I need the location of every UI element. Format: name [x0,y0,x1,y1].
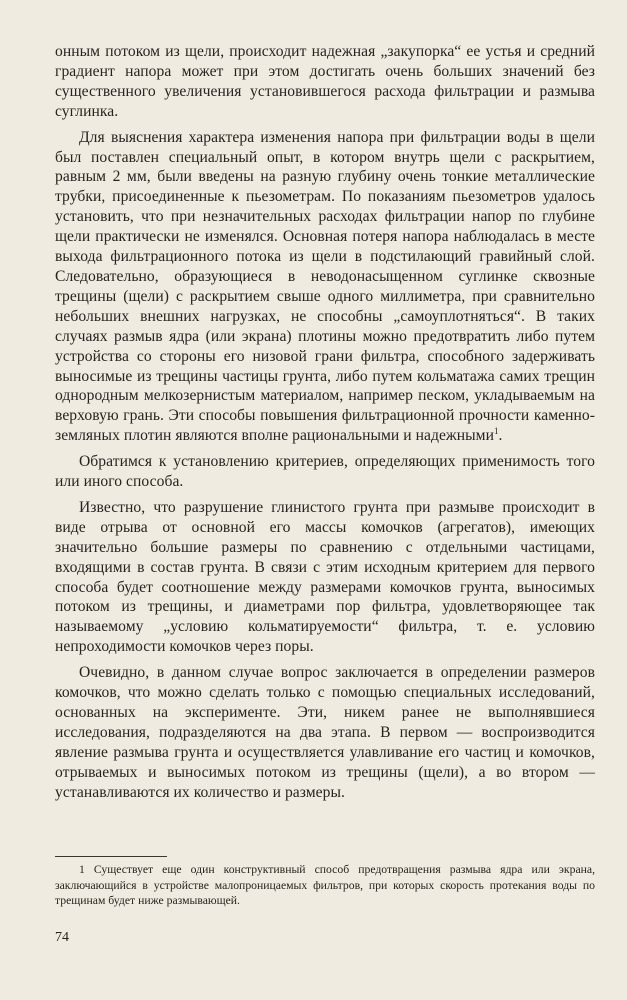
paragraph: онным потоком из щели, происходит надежная „закупорка“ ее устья и средний градиент напора может при этом достигать очень больших значений без существенного увеличения установившегося расхода фильтрации и размыва суглинка. [55,43,595,120]
page-number: 74 [55,930,69,945]
footnote-marker: 1 [79,863,85,876]
paragraph: Обратимся к установлению критериев, определяющих применимость того или иного способа. [55,453,595,491]
paragraph: Известно, что разрушение глинистого грунта при размыве происходит в виде отрыва от основной его массы комочков (агрегатов), имеющих значительно большие размеры по сравнению с отдельными частицами, входящими в состав грунта. В связи с этим исходным критерием для первого способа будет соотношение между размерами комочков грунта, выносимых потоком из трещины, и диаметрами пор фильтра, удовлетворяющее так называемому „условию кольматируемости“ фильтра, т. е. условию непроходимости комочков через поры. [55,498,595,656]
footnote-reference: 1 [493,426,499,437]
paragraph: Очевидно, в данном случае вопрос заключается в определении размеров комочков, что можно сделать только с помощью специальных исследований, основанных на эксперименте. Эти, никем ранее не выполнявшиеся исследования, подразделяются на два этапа. В первом — воспроизводится явление размыва грунта и осуществляется улавливание его частиц и комочков, отрываемых и выносимых потоком из трещины (щели), а во втором — устанавливаются их количество и размеры. [55,664,595,801]
footnote-divider [55,856,167,857]
paragraph: Для выяснения характера изменения напора при фильтрации воды в щели был поставлен специальный опыт, в котором внутрь щели с раскрытием, равным 2 мм, были введены на разную глубину очень тонкие металлические трубки, присоединенные к пьезометрам. По показаниям пьезометров удалось установить, что при незначительных расходах фильтрации напор по глубине щели практически не изменялся. Основная потеря напора наблюдалась в месте выхода фильтрационного потока из щели в подстилающий гравийный слой. Следовательно, образующиеся в неводонасыщенном суглинке сквозные трещины (щели) с раскрытием свыше одного миллиметра, при сравнительно небольших внешних нагрузках, не способны „самоуплотняться“. В таких случаях размыв ядра (или экрана) плотины можно предотвратить либо путем устройства со стороны его низовой грани фильтра, способного задерживать выносимые из трещины частицы грунта, либо путем кольматажа самих трещин однородным мелкозернистым материалом, например песком, укладываемым на верховую грань. Эти способы повышения фильтрационной прочности каменно-земляных плотин являются вполне рациональными и надежными$^1$. [55,128,595,445]
paragraph-text: Для выяснения характера изменения напора при фильтрации воды в щели был поставлен специальный опыт, в котором внутрь щели с раскрытием, равным 2 мм, были введены на разную глубину очень тонкие металлические трубки, присоединенные к пьезометрам. По показаниям пьезометров удалось установить, что при незначительных расходах фильтрации напор по глубине щели практически не изменялся. Основная потеря напора наблюдалась в месте выхода фильтрационного потока из щели в подстилающий гравийный слой. Следовательно, образующиеся в неводонасыщенном суглинке сквозные трещины (щели) с раскрытием свыше одного миллиметра, при сравнительно небольших внешних нагрузках, не способны „самоуплотняться“. В таких случаях размыв ядра (или экрана) плотины можно предотвратить либо путем устройства со стороны его низовой грани фильтра, способного задерживать выносимые из трещины частицы грунта, либо путем кольматажа самих трещин однородным мелкозернистым материалом, например песком, укладываемым на верховую грань. Эти способы повышения фильтрационной прочности каменно-земляных плотин являются вполне рациональными и надежными [55,128,595,445]
footnote-text: Существует еще один конструктивный способ предотвращения размыва ядра или экрана, заключающийся в устройстве малопроницаемых фильтров, при которых скорость протекания воды по трещинам будет ниже размывающей. [55,863,595,907]
footnote [55,862,595,909]
main-text [55,42,595,809]
